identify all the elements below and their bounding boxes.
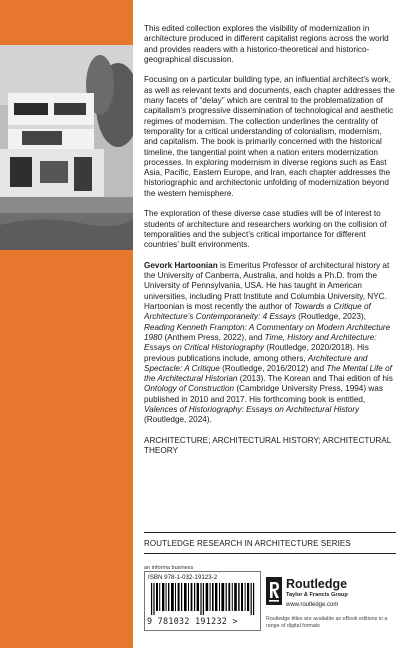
book-title: Reading Kenneth Frampton: A Commentary on Modern Architecture 1980	[144, 322, 391, 342]
bio-text: (Routledge, 2016/2012) and	[219, 363, 327, 373]
bio-text: (Routledge, 2020/2018). His previous publications include, among others,	[144, 343, 369, 363]
bio-text: (Cambridge University Press, 1994) was published in 2010 and 2017. His forthcoming book is entitled,	[144, 384, 383, 404]
routledge-logo-icon	[266, 577, 282, 605]
book-title: Ontology of Construction	[144, 384, 235, 394]
divider-bottom	[144, 553, 396, 554]
publisher-group: Taylor & Francis Group	[286, 592, 348, 598]
ebook-note: Routledge titles are available as eBook editions in a range of digital formats	[266, 616, 388, 629]
series-title: ROUTLEDGE RESEARCH IN ARCHITECTURE SERIES	[144, 539, 351, 548]
isbn-label: ISBN 978-1-032-19123-2	[148, 574, 218, 581]
publisher-name: Routledge	[286, 577, 348, 591]
book-title: The Mental Life of the Architectural Historian	[144, 363, 392, 384]
author-name: Gevork Hartoonian	[144, 260, 218, 270]
informa-note: an informa business	[144, 565, 194, 571]
divider-top	[144, 532, 396, 533]
back-cover-text	[144, 24, 396, 456]
author-bio	[144, 261, 396, 426]
summary-paragraph-2: Focusing on a particular building type, an influential architect’s work, as well as relevant texts and documents, each chapter addresses the many facets of “delay” which are central to the problematization of capitalism’s progressive dissemination of technological and aesthetic regimes of modernism. The collection underlines the centrality of temporality for a critical understanding of colonialism, modernism, and capitalism. The book is primarily concerned with the historical timeline, the tangential point when a nation enters modernization processes. In exploring modernism in diverse regions such as East Asia, Pacific, Eastern Europe, and Iran, each chapter addresses the historiographic and architectonic unfolding of modernization beyond the western hemisphere.	[144, 75, 395, 198]
bio-text: (Routledge, 2024).	[144, 415, 212, 425]
book-title: Architecture and Spectacle: A Critique	[144, 353, 368, 373]
publisher-url[interactable]: www.routledge.com	[286, 602, 339, 608]
bio-text: (Routledge, 2023),	[295, 312, 366, 322]
bio-text: is Emeritus Professor of architectural history at the University of Canberra, Australia, and holds a Ph.D. from the University of Pennsylvania, USA. He has taught in American universities, including Pratt Institute and Columbia University, NYC. Hartoonian is most recently the author of	[144, 260, 390, 312]
book-title: Valences of Historiography: Essays on Architectural History	[144, 404, 360, 414]
bio-text: (2013). The Korean and Thai edition of his	[237, 374, 393, 384]
summary-paragraph-3: The exploration of these diverse case studies will be of interest to students of architecture and researchers working on the collision of temporalities and the subject’s critical importance for different countries’ built environments.	[144, 209, 387, 250]
barcode-bars-icon	[151, 583, 255, 615]
book-title: Towards a Critique of Architecture’s Contemporaneity: 4 Essays	[144, 302, 371, 322]
book-title: Time, History and Architecture: Essays on Critical Historiography	[144, 332, 377, 353]
barcode-digits: 9 781032 191232 >	[147, 616, 238, 626]
cover-photo-modernist-building	[0, 45, 133, 250]
summary-paragraph-1: This edited collection explores the visibility of modernization in architecture produced in different capitalist regions across the world and provides readers with a historico-theoretical and historico-geographical discussion.	[144, 24, 389, 64]
barcode	[144, 571, 261, 631]
bio-text: (Anthem Press, 2022), and	[162, 332, 265, 342]
subject-categories: ARCHITECTURE; ARCHITECTURAL HISTORY; ARCHITECTURAL THEORY	[144, 435, 391, 456]
